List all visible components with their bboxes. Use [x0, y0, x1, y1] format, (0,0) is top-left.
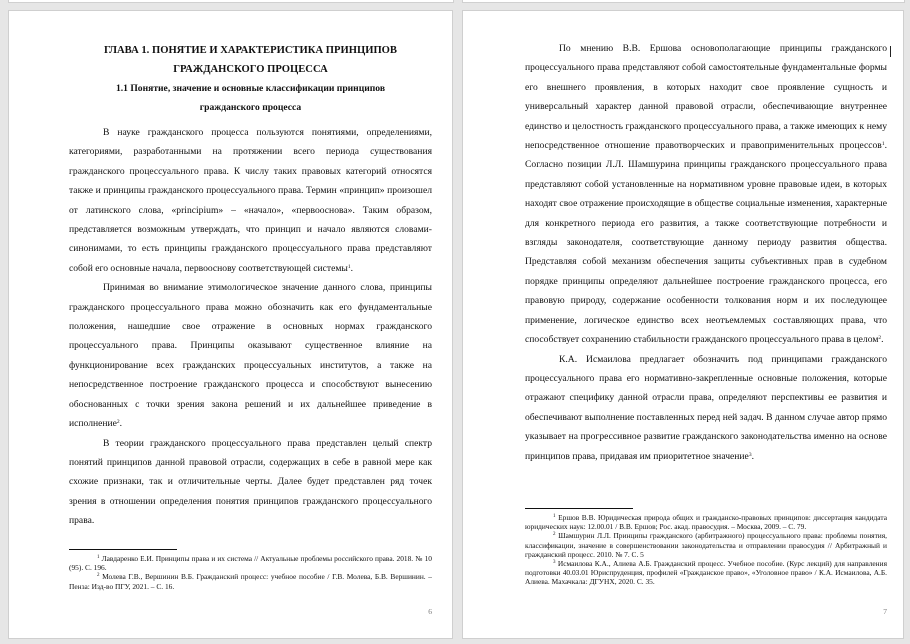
footnote-ref[interactable]: 3	[748, 451, 752, 458]
paragraph-text: По мнению В.В. Ершова основополагающие принципы гражданского процессуального права представляют собой самостоятельные фундаментальные формы его внешнего проявления, в которых находит свое проявление сущность и универсальный характер данной правовой отрасли, обеспечивающие внутреннее единство и целостность гражданского процессуального права, а также имеющих к нему непосредственное отношение правотворческих и правоприменительных процессов	[525, 43, 887, 152]
footnote-separator	[69, 549, 177, 550]
paragraph-text: К.А. Исмаилова предлагает обозначить под принципами гражданского процессуального права его нормативно-закрепленные основные положения, которые отражают специфику данной отрасли права, определяют перспективы ее развития и обеспечивают выполнение поставленных перед ней задач. В данном случае автор прямо указывает на прогрессивное развитие гражданского законодательства именно на основе принципов права, придавая им приоритетное значение	[525, 353, 887, 462]
paragraph-tail: .	[881, 334, 884, 346]
footnote	[69, 554, 432, 572]
page-number: 7	[883, 607, 887, 616]
paragraph-tail: .	[751, 450, 754, 462]
previous-page-bottom-edge-left	[8, 0, 454, 3]
paragraph[interactable]	[525, 350, 887, 466]
paragraph-text: Принимая во внимание этимологическое значение данного слова, принципы гражданского процессуального права можно обозначить как его фундаментальные положения, нашедшие свое отражение в основных нормах гражданского процессуального права. Принципы оказывают существенное влияние на функционирование всех гражданских процессуальных институтов, а также на непосредственное построение гражданского процесса и способствуют вынесению обоснованных с точки зрения закона решений и их дальнейшее приведение в исполнение	[69, 282, 432, 430]
footnote	[525, 559, 887, 587]
footnote-number: 1	[553, 514, 556, 519]
footnote-ref[interactable]: 1	[881, 141, 885, 148]
footnote-number: 1	[97, 555, 100, 560]
footnote-number: 2	[97, 573, 100, 579]
paragraph[interactable]	[69, 434, 432, 531]
footnotes-area	[525, 508, 887, 587]
chapter-heading-line1: ГЛАВА 1. ПОНЯТИЕ И ХАРАКТЕРИСТИКА ПРИНЦИПОВ	[103, 45, 397, 56]
footnote-text: Молева Г.В., Вершинин В.Б. Гражданский процесс: учебное пособие / Г.В. Молева, Б.В. Вершинин. – Пенза: Изд-во ПГУ, 2021. – С. 16.	[69, 572, 432, 591]
paragraph-text: В науке гражданского процесса пользуются понятиями, определениями, категориями, разработанными на протяжении всего периода существования гражданского процессуального права. К числу таких правовых категорий относятся также и принципы гражданского процессуального права. Термин «принцип» произошел от латинского слова, «principium» – «начало», «первооснова». Таким образом, представляется возможным утверждать, что принцип и начало являются словами-синонимами, то есть принципы гражданского процессуального права представляют собой его основные начала, первооснову соответствующей системы	[69, 127, 432, 274]
document-page-6[interactable]	[8, 10, 453, 639]
footnote-separator	[525, 508, 633, 509]
page-body	[525, 39, 887, 466]
footnote-ref[interactable]: 1	[347, 263, 351, 270]
paragraph-tail: .	[119, 418, 123, 430]
paragraph[interactable]	[69, 123, 432, 278]
section-heading-line2: гражданского процесса	[199, 102, 302, 113]
document-page-7[interactable]	[462, 10, 904, 639]
footnote-text: Лавдаренко Е.И. Принципы права и их система // Актуальные проблемы российского права. 2018. № 10 (95). С. 196.	[69, 554, 432, 573]
paragraph-text-continued: . Согласно позиции Л.Л. Шамшурина принципы гражданского процессуального права представляют собой установленные на нормативном уровне правовые идеи, в которых находят свое отражение происходящие в обществе социальные изменения, характерные для конкретного периода его развития, а также соответствующие потребности и взгляды законодателя, соответствующие данному периоду развития общества. Представляя собой механизм обеспечения защиты субъективных прав в судебном порядке принципы определяют дальнейшее построение гражданского процесса, его правовую природу, содержание особенности толкования норм и их последующее применение, логическое единство всех неотъемлемых составляющих права, что способствует сохранению стабильности гражданского процессуального права в целом	[525, 140, 887, 346]
footnote	[525, 531, 887, 559]
paragraph-text: В теории гражданского процессуального права представлен целый спектр понятий принципов данной правовой отрасли, содержащих в себе в равной мере как схожие признаки, так и отличительные черты. Далее будет представлен ряд точек зрения в отношении определения понятия принципов гражданского процессуального права.	[69, 437, 432, 527]
paragraph[interactable]	[525, 39, 887, 350]
footnote-ref[interactable]: 2	[878, 335, 882, 342]
chapter-heading-line2: ГРАЖДАНСКОГО ПРОЦЕССА	[173, 64, 328, 75]
paragraph[interactable]	[69, 278, 432, 433]
chapter-heading	[69, 41, 432, 79]
paragraph-tail: .	[350, 262, 354, 274]
footnotes-area	[69, 549, 432, 591]
footnote-text: Шамшурин Л.Л. Принципы гражданского (арбитражного) процессуального права: проблемы понятия, классификации, значение в совершенствовании законодательства и отправлении правосудия // Арбитражный и гражданский процесс. 2010. № 7. С. 5	[525, 531, 888, 559]
footnote-text: Исмаилова К.А., Алиева А.Б. Гражданский процесс. Учебное пособие. (Курс лекций) для направления подготовки 40.03.01 Юриспруденция, профилей «Гражданское право», «Уголовное право» / К.А. Исмаилова, А.Б. Алиева. Махачкала: ДГУНХ, 2020. С. 35.	[525, 559, 887, 587]
footnote	[69, 572, 432, 590]
footnote-ref[interactable]: 2	[116, 419, 120, 426]
text-cursor	[890, 46, 891, 57]
section-heading-line1: 1.1 Понятие, значение и основные классификации принципов	[115, 83, 386, 94]
footnote	[525, 513, 887, 531]
page-body	[69, 41, 432, 531]
footnote-text: Ершов В.В. Юридическая природа общих и гражданско-правовых принципов: диссертация кандидата юридических наук: 12.00.01 / В.В. Ершов; Рос. акад. правосудия. – Москва, 2009. – С. 79.	[525, 513, 887, 532]
footnote-number: 3	[553, 560, 556, 566]
section-heading	[69, 79, 432, 117]
previous-page-bottom-edge-right	[462, 0, 905, 3]
footnote-number: 2	[553, 532, 556, 538]
page-number: 6	[428, 607, 432, 616]
